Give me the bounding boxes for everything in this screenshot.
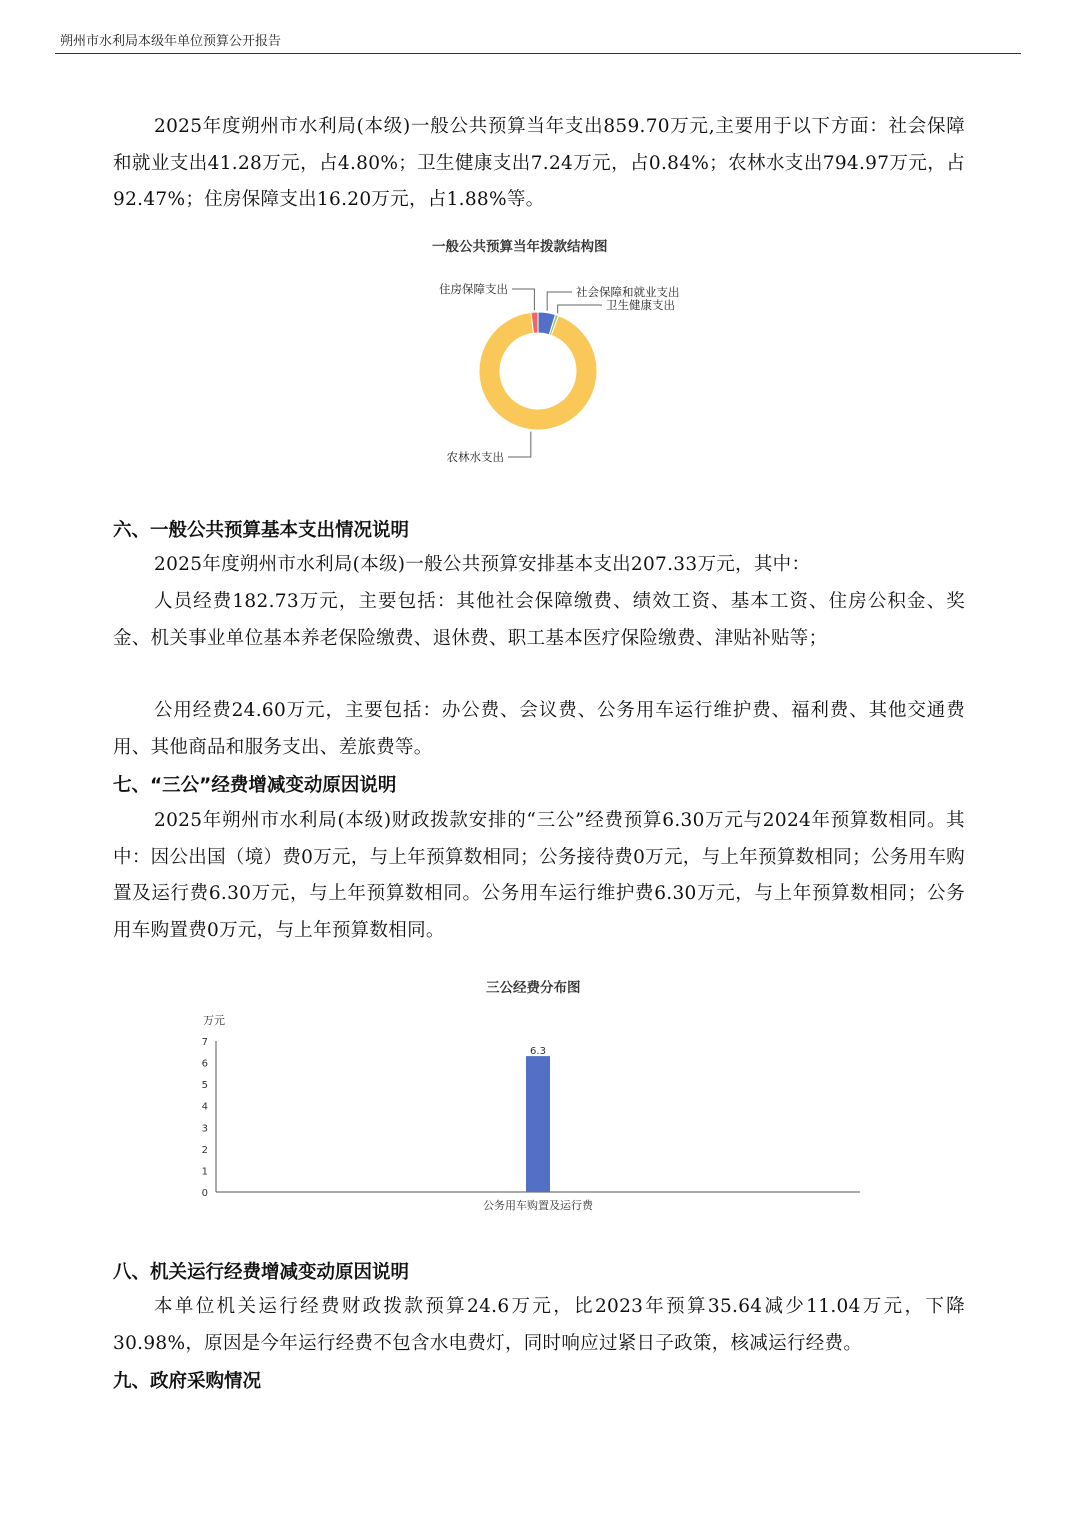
pie-slice-label: 住房保障支出 <box>439 282 508 296</box>
paragraph-basic-expenditure: 2025年度朔州市水利局(本级)一般公共预算安排基本支出207.33万元，其中： <box>154 554 811 575</box>
y-axis-unit-label: 万元 <box>203 1014 225 1027</box>
bar-data-label: 6.3 <box>530 1046 546 1058</box>
header-divider <box>55 53 1021 54</box>
pie-chart-title: 一般公共预算当年拨款结构图 <box>432 239 608 255</box>
pie-slice-label: 农林水支出 <box>446 450 504 464</box>
bar-chart <box>195 1008 875 1218</box>
bar <box>526 1056 550 1192</box>
bar-chart-title: 三公经费分布图 <box>486 980 581 996</box>
y-tick-label: 4 <box>201 1101 208 1113</box>
pie-leader-line <box>512 289 534 310</box>
pie-slice-label: 卫生健康支出 <box>606 298 675 312</box>
section-heading-6: 六、一般公共预算基本支出情况说明 <box>113 520 410 541</box>
pie-leader-line <box>508 432 531 457</box>
document-header: 朔州市水利局本级年单位预算公开报告 <box>60 34 282 49</box>
y-tick-label: 5 <box>201 1080 208 1092</box>
section-heading-7: 七、“三公”经费增减变动原因说明 <box>113 775 397 796</box>
y-tick-label: 2 <box>201 1144 208 1156</box>
section-heading-9: 九、政府采购情况 <box>113 1371 262 1392</box>
pie-chart <box>400 265 720 475</box>
pie-leader-line <box>547 292 572 311</box>
y-tick-label: 3 <box>201 1123 208 1135</box>
paragraph-operating-cost: 本单位机关运行经费财政拨款预算24.6万元，比2023年预算35.64减少11.04万元，下降30.98%，原因是今年运行经费不包含水电费灯，同时响应过紧日子政策，核减运行经费。 <box>113 1296 965 1354</box>
paragraph-three-public-expenses: 2025年朔州市水利局(本级)财政拨款安排的“三公”经费预算6.30万元与2024年预算数相同。其中：因公出国（境）费0万元，与上年预算数相同；公务接待费0万元，与上年预算数相同；公务用车购置及运行费6.30万元，与上年预算数相同。公务用车运行维护费6.30万元，与上年预算数相同；公务用车购置费0万元，与上年预算数相同。 <box>113 810 965 941</box>
pie-leader-line <box>558 305 602 313</box>
y-tick-label: 1 <box>201 1166 208 1178</box>
y-tick-label: 0 <box>201 1188 208 1199</box>
y-tick-label: 6 <box>201 1058 208 1070</box>
y-tick-label: 7 <box>201 1037 208 1048</box>
pie-slice-label: 社会保障和就业支出 <box>576 285 680 299</box>
x-category-label: 公务用车购置及运行费 <box>483 1199 593 1212</box>
section-heading-8: 八、机关运行经费增减变动原因说明 <box>113 1262 410 1283</box>
paragraph-personnel-cost: 人员经费182.73万元，主要包括：其他社会保障缴费、绩效工资、基本工资、住房公积金、奖金、机关事业单位基本养老保险缴费、退休费、职工基本医疗保险缴费、津贴补贴等； <box>113 591 965 649</box>
paragraph-expenditure-overview: 2025年度朔州市水利局(本级)一般公共预算当年支出859.70万元,主要用于以下方面：社会保障和就业支出41.28万元，占4.80%；卫生健康支出7.24万元，占0.84%；农林水支出794.97万元，占92.47%；住房保障支出16.20万元，占1.88%等。 <box>113 116 965 210</box>
paragraph-public-cost: 公用经费24.60万元，主要包括：办公费、会议费、公务用车运行维护费、福利费、其他交通费用、其他商品和服务支出、差旅费等。 <box>113 700 965 758</box>
